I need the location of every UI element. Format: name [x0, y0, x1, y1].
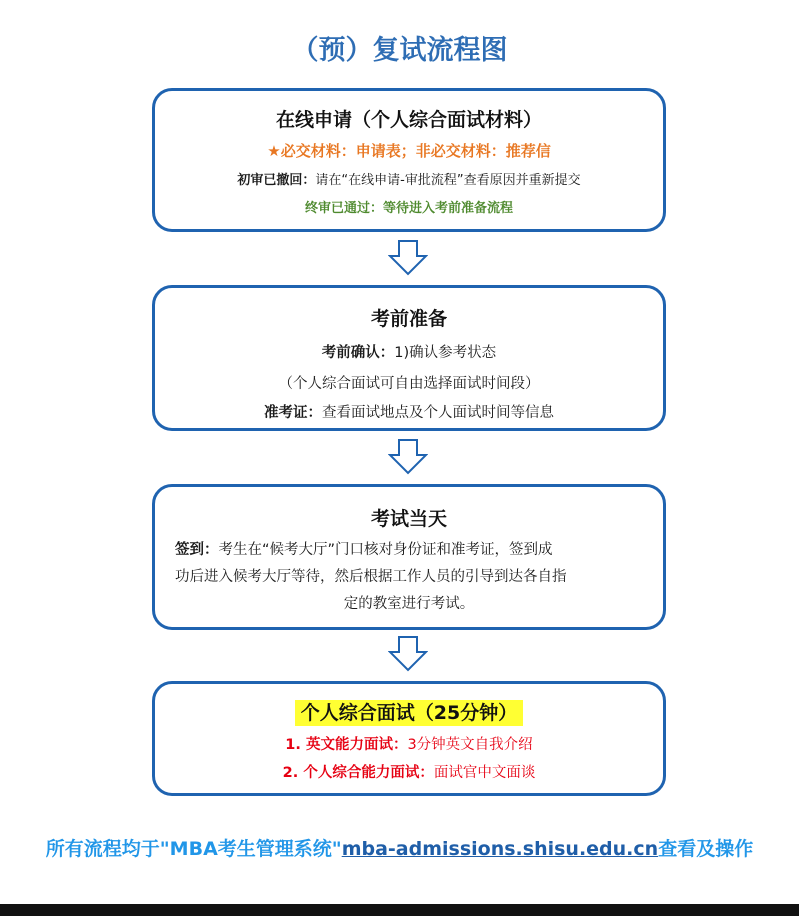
- confirm-line: [155, 341, 663, 362]
- revoked-label: 初审已撤回：: [237, 173, 316, 188]
- interview-heading: 个人综合面试（25分钟）: [295, 700, 523, 726]
- step-online-application: [152, 88, 666, 232]
- footer-prefix: 所有流程均于"MBA考生管理系统": [45, 838, 342, 860]
- step-interview: [152, 681, 666, 796]
- signin-text-3: 定的教室进行考试。: [343, 596, 475, 612]
- bottom-bar: [0, 904, 799, 916]
- required-materials: ★必交材料：申请表；非必交材料：推荐信: [267, 142, 551, 160]
- down-arrow-icon: [388, 439, 428, 475]
- item1-label: 1. 英文能力面试：: [285, 737, 408, 753]
- ticket-line: [155, 401, 663, 422]
- signin-text-1: 考生在“候考大厅”门口核对身份证和准考证，签到成: [218, 542, 553, 558]
- item2-label: 2. 个人综合能力面试：: [282, 765, 434, 781]
- passed-note: 终审已通过：等待进入考前准备流程: [304, 201, 513, 216]
- step-pre-exam-prep: [152, 285, 666, 431]
- signin-label: 签到：: [175, 542, 219, 558]
- footer-suffix: 查看及操作: [658, 838, 754, 860]
- page-title: （预）复试流程图: [291, 35, 508, 66]
- confirm-note: （个人综合面试可自由选择面试时间段）: [278, 376, 540, 392]
- interview-item-1: [155, 733, 663, 754]
- confirm-label: 考前确认：: [321, 345, 395, 361]
- step-heading: 考试当天: [370, 508, 447, 530]
- confirm-text: 1)确认参考状态: [394, 345, 497, 361]
- down-arrow-icon: [388, 636, 428, 672]
- step-heading: [155, 698, 663, 725]
- step-heading: 考前准备: [370, 308, 447, 330]
- revoked-note: [155, 169, 663, 188]
- admissions-link[interactable]: mba-admissions.shisu.edu.cn: [341, 838, 659, 860]
- item2-text: 面试官中文面谈: [433, 765, 536, 781]
- footer-note: [0, 834, 799, 861]
- signin-text-2: 功后进入候考大厅等待，然后根据工作人员的引导到达各自指: [175, 569, 567, 585]
- interview-item-2: [155, 761, 663, 782]
- step-heading: 在线申请（个人综合面试材料）: [275, 109, 542, 131]
- step-exam-day: [152, 484, 666, 630]
- ticket-label: 准考证：: [264, 405, 322, 421]
- item1-text: 3分钟英文自我介绍: [407, 737, 533, 753]
- signin-text: [175, 537, 643, 618]
- ticket-text: 查看面试地点及个人面试时间等信息: [322, 405, 554, 421]
- revoked-text: 请在“在线申请-审批流程”查看原因并重新提交: [315, 173, 581, 188]
- down-arrow-icon: [388, 240, 428, 276]
